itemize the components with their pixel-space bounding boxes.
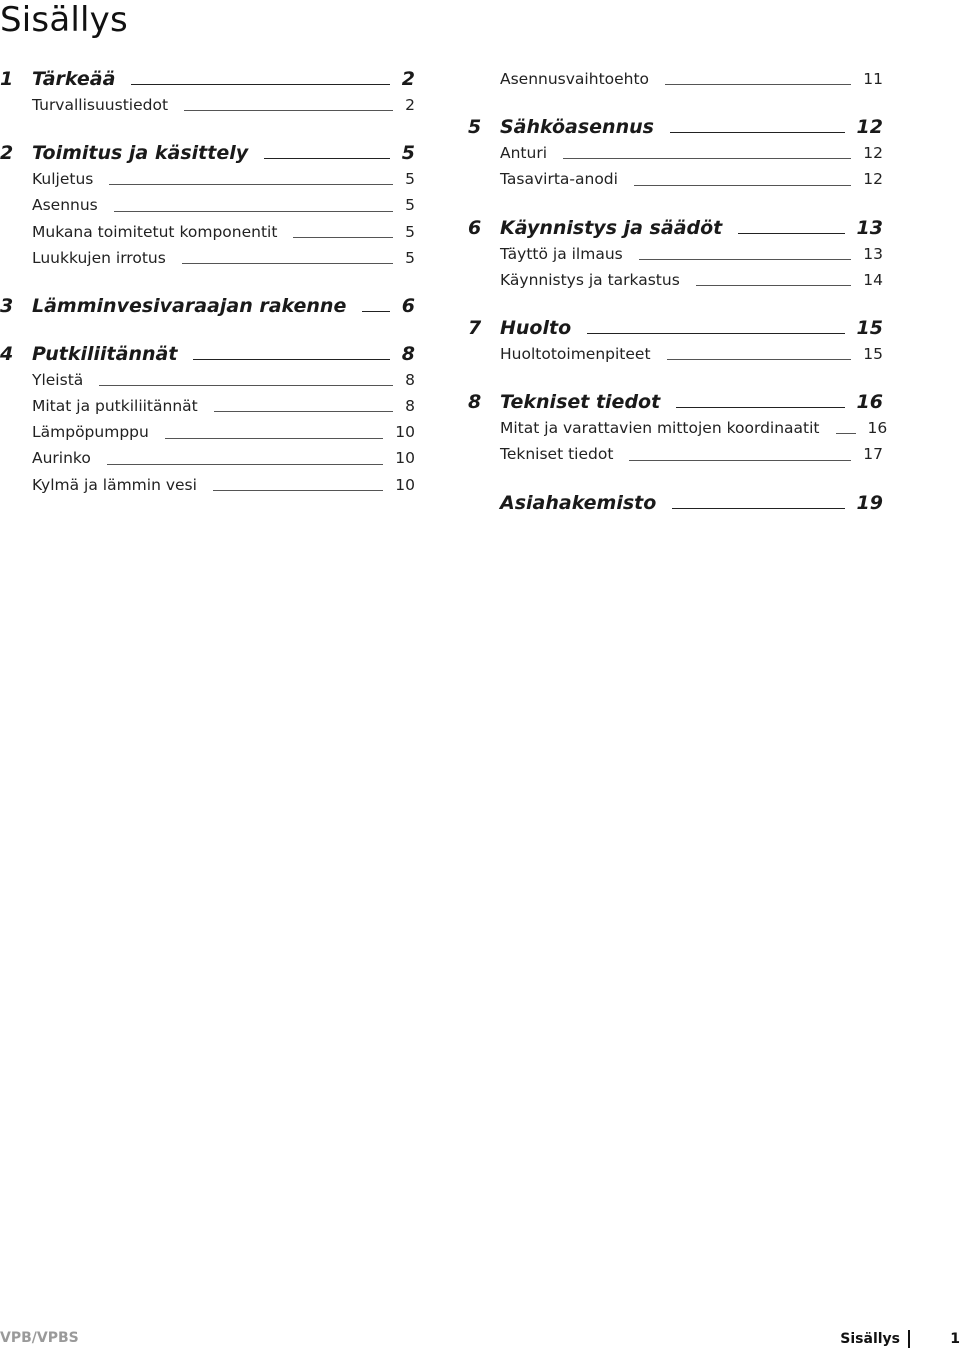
toc-entry-label: Lämminvesivaraajan rakenne <box>32 294 347 317</box>
toc-leader-line <box>836 433 856 434</box>
page-footer <box>0 1330 960 1350</box>
toc-page-number: 17 <box>863 445 883 464</box>
toc-leader-line <box>665 84 851 85</box>
toc-page-number: 16 <box>867 419 888 438</box>
toc-chapter-number: 5 <box>468 116 482 139</box>
toc-entry-label: Kylmä ja lämmin vesi <box>32 475 197 494</box>
footer-product-name: VPB/VPBS <box>0 1330 79 1346</box>
toc-page-number: 13 <box>863 244 883 263</box>
toc-chapter-number: 4 <box>0 342 14 365</box>
toc-entry-label: Mukana toimitetut komponentit <box>32 222 278 241</box>
toc-leader-line <box>99 385 393 386</box>
toc-page-number: 5 <box>405 196 415 215</box>
toc-left-column <box>0 66 415 498</box>
toc-item-entry[interactable] <box>468 341 883 367</box>
toc-entry-label: Tärkeää <box>32 68 116 90</box>
toc-item-entry[interactable] <box>468 415 888 441</box>
toc-leader-line <box>634 185 851 186</box>
toc-entry-label: Mitat ja putkiliitännät <box>32 397 198 416</box>
toc-leader-line <box>667 359 852 360</box>
toc-leader-line <box>182 263 393 264</box>
toc-page-number: 16 <box>856 391 883 414</box>
toc-entry-label: Tasavirta-anodi <box>500 170 618 189</box>
toc-entry-label: Asennusvaihtoehto <box>500 69 650 88</box>
toc-page-number: 12 <box>863 170 883 189</box>
toc-leader-line <box>293 237 393 238</box>
toc-entry-label: Turvallisuustiedot <box>32 95 169 114</box>
toc-right-column <box>468 66 888 516</box>
toc-item-entry[interactable] <box>468 267 883 293</box>
toc-page-number: 8 <box>405 397 415 416</box>
toc-chapter-entry[interactable] <box>0 140 415 166</box>
toc-leader-line <box>107 464 383 465</box>
toc-chapter-entry[interactable] <box>468 315 883 341</box>
footer-separator <box>908 1330 910 1348</box>
toc-chapter-entry[interactable] <box>468 490 883 516</box>
toc-page-number: 19 <box>856 491 883 514</box>
toc-leader-line <box>193 359 389 360</box>
toc-chapter-entry[interactable] <box>468 389 883 415</box>
toc-chapter-entry[interactable] <box>468 215 883 241</box>
toc-item-entry[interactable] <box>468 140 883 166</box>
toc-item-entry[interactable] <box>0 166 415 192</box>
toc-entry-label: Huoltotoimenpiteet <box>500 344 651 363</box>
toc-page-number: 10 <box>395 423 415 442</box>
toc-leader-line <box>587 333 844 334</box>
toc-leader-line <box>670 132 845 133</box>
toc-entry-label: Sähköasennus <box>500 116 654 139</box>
toc-page-number: 6 <box>401 294 415 317</box>
toc-page-number: 8 <box>401 342 415 365</box>
toc-chapter-number: 1 <box>0 68 14 90</box>
toc-page-number: 10 <box>395 449 415 468</box>
toc-leader-line <box>676 407 844 408</box>
toc-entry-label: Putkiliitännät <box>32 342 178 365</box>
toc-chapter-number: 6 <box>468 216 482 239</box>
toc-page-number: 13 <box>856 216 883 239</box>
toc-entry-label: Aurinko <box>32 449 91 468</box>
toc-entry-label: Tekniset tiedot <box>500 391 661 414</box>
toc-page-number: 15 <box>856 316 883 339</box>
toc-entry-label: Asiahakemisto <box>500 491 657 514</box>
footer-page-number: 1 <box>950 1331 960 1347</box>
toc-page-number: 10 <box>395 475 415 494</box>
toc-page-number: 5 <box>405 170 415 189</box>
toc-leader-line <box>214 411 393 412</box>
toc-page-number: 8 <box>405 370 415 389</box>
toc-entry-label: Kuljetus <box>32 170 94 189</box>
toc-item-entry[interactable] <box>0 245 415 271</box>
toc-page-number: 2 <box>405 95 415 114</box>
toc-leader-line <box>672 508 844 509</box>
toc-leader-line <box>629 460 851 461</box>
toc-page-number: 5 <box>401 142 415 165</box>
toc-entry-label: Anturi <box>500 144 548 163</box>
toc-page-number: 5 <box>405 248 415 267</box>
toc-leader-line <box>114 211 393 212</box>
toc-entry-label: Käynnistys ja tarkastus <box>500 270 680 289</box>
toc-item-entry[interactable] <box>0 472 415 498</box>
toc-item-entry[interactable] <box>468 241 883 267</box>
toc-item-entry[interactable] <box>468 66 883 92</box>
toc-item-entry[interactable] <box>0 219 415 245</box>
toc-chapter-entry[interactable] <box>0 341 415 367</box>
toc-item-entry[interactable] <box>0 393 415 419</box>
toc-item-entry[interactable] <box>0 92 415 118</box>
toc-chapter-entry[interactable] <box>0 66 415 92</box>
toc-leader-line <box>264 158 390 159</box>
footer-section-name: Sisällys <box>840 1331 900 1347</box>
toc-entry-label: Toimitus ja käsittely <box>32 142 249 165</box>
toc-entry-label: Huolto <box>500 316 572 339</box>
toc-leader-line <box>738 233 844 234</box>
toc-item-entry[interactable] <box>468 441 883 467</box>
toc-entry-label: Asennus <box>32 196 98 215</box>
toc-leader-line <box>639 259 852 260</box>
toc-page-number: 5 <box>405 222 415 241</box>
toc-leader-line <box>213 490 383 491</box>
toc-item-entry[interactable] <box>0 192 415 218</box>
toc-page-number: 2 <box>401 68 415 90</box>
toc-leader-line <box>563 158 851 159</box>
toc-entry-label: Yleistä <box>32 370 84 389</box>
toc-chapter-number: 3 <box>0 294 14 317</box>
toc-page-number: 14 <box>863 270 883 289</box>
toc-chapter-number: 8 <box>468 391 482 414</box>
toc-entry-label: Lämpöpumppu <box>32 423 149 442</box>
toc-entry-label: Luukkujen irrotus <box>32 248 166 267</box>
toc-entry-label: Mitat ja varattavien mittojen koordinaatit <box>500 419 820 438</box>
toc-leader-line <box>131 84 389 85</box>
toc-entry-label: Käynnistys ja säädöt <box>500 216 723 239</box>
footer-section <box>840 1330 960 1348</box>
toc-leader-line <box>109 184 393 185</box>
toc-leader-line <box>362 311 389 312</box>
toc-page-number: 12 <box>856 116 883 139</box>
toc-item-entry[interactable] <box>468 166 883 192</box>
toc-page-number: 12 <box>863 144 883 163</box>
toc-entry-label: Tekniset tiedot <box>500 445 614 464</box>
toc-leader-line <box>165 438 383 439</box>
toc-item-entry[interactable] <box>0 419 415 445</box>
toc-chapter-number: 7 <box>468 316 482 339</box>
toc-chapter-entry[interactable] <box>468 114 883 140</box>
toc-leader-line <box>184 110 393 111</box>
toc-entry-label: Täyttö ja ilmaus <box>500 244 623 263</box>
toc-item-entry[interactable] <box>0 446 415 472</box>
toc-page-number: 15 <box>863 344 883 363</box>
toc-leader-line <box>696 285 851 286</box>
page-title: Sisällys <box>0 0 128 40</box>
toc-page-number: 11 <box>863 69 883 88</box>
toc-item-entry[interactable] <box>0 367 415 393</box>
toc-chapter-number: 2 <box>0 142 14 165</box>
toc-chapter-entry[interactable] <box>0 293 415 319</box>
